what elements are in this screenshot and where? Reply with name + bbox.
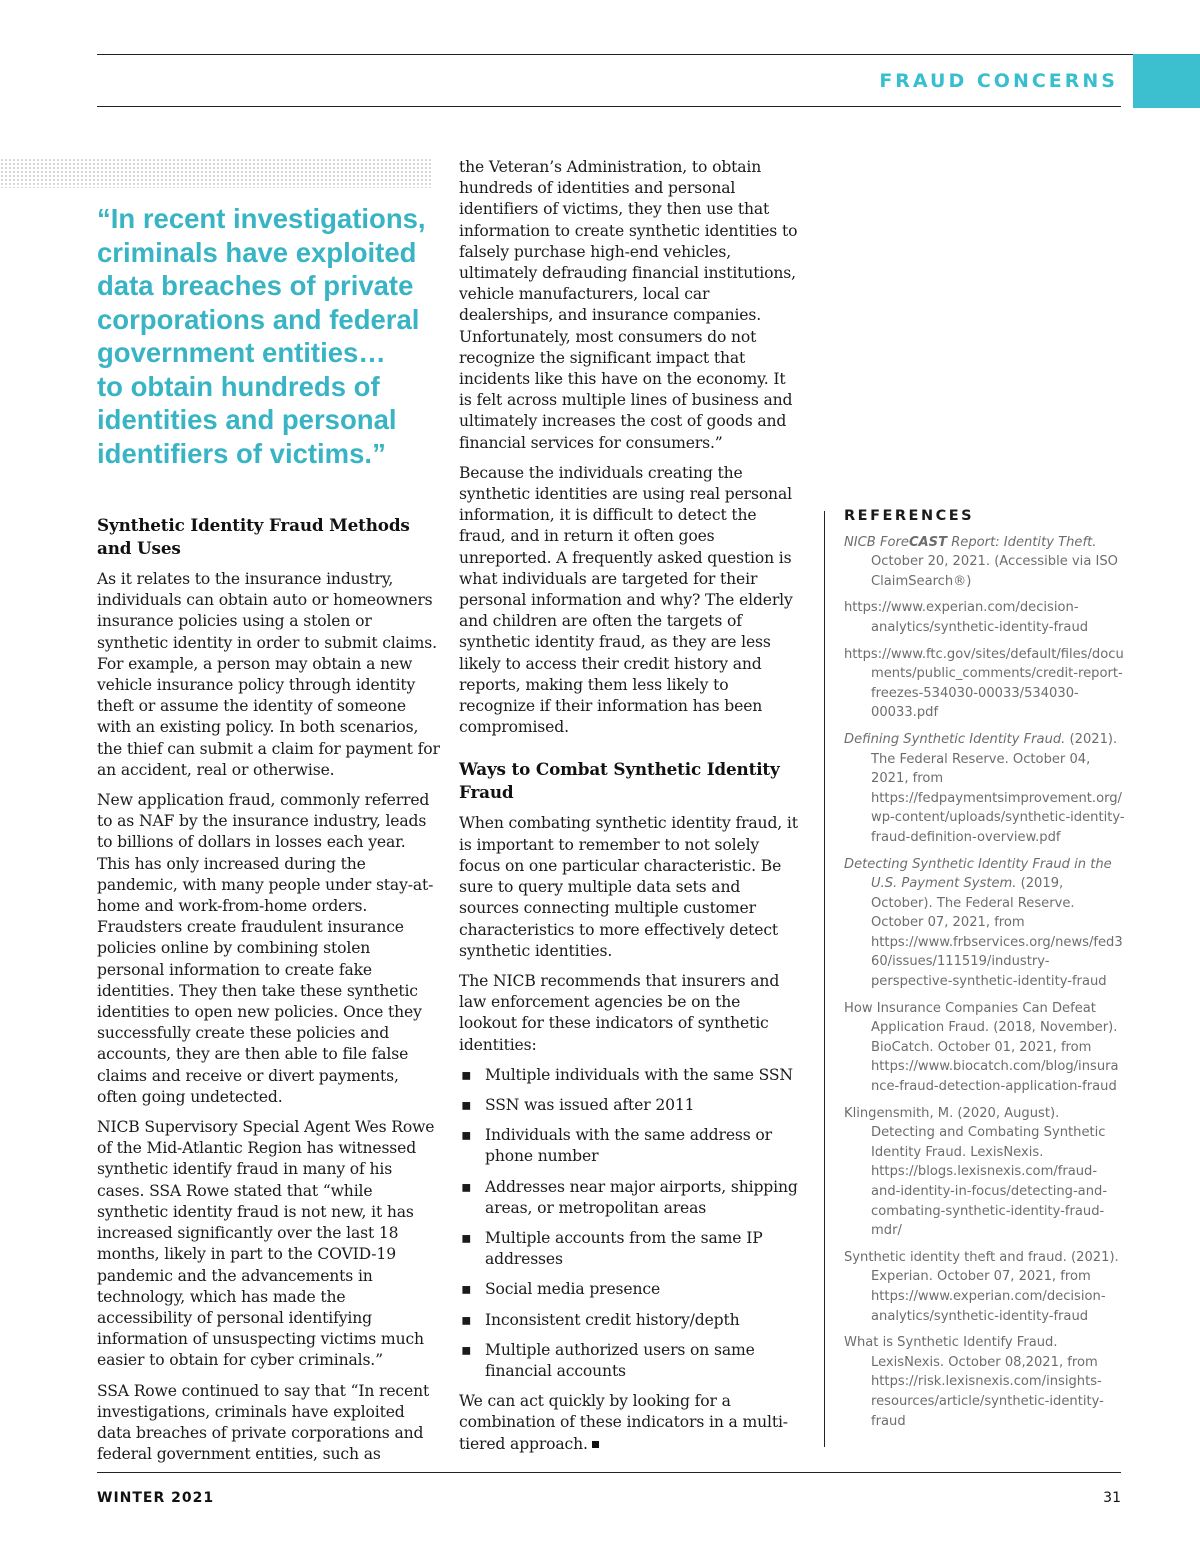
list-item: [459, 1279, 799, 1300]
reference-item: [844, 533, 1126, 592]
list-item-text: Inconsistent credit history/depth: [485, 1310, 740, 1329]
pull-quote-line: criminals have exploited: [97, 236, 417, 268]
header-bottom-rule: [97, 106, 1121, 107]
pull-quote-line: government entities…: [97, 337, 386, 368]
reference-detail: (2021). The Federal Reserve. October 04, 2021, from https://fedpaymentsimprovement.org/wp-content/uploads/synthetic-identity-fraud-definition-overview.pdf: [871, 731, 1125, 845]
reference-item: Klingensmith, M. (2020, August). Detecting and Combating Synthetic Identity Fraud. LexisNexis. https://blogs.lexisnexis.com/fraud-and-identity-in-focus/detecting-and-combating-synthetic-identity-fraud-mdr/: [844, 1105, 1108, 1239]
article-column-1: [97, 514, 442, 1474]
reference-detail: October 20, 2021. (Accessible via ISO ClaimSearch®): [871, 554, 1118, 589]
reference-item: Synthetic identity theft and fraud. (2021). Experian. October 07, 2021, from https://www.experian.com/decision-analytics/synthetic-identity-fraud: [844, 1249, 1119, 1324]
pull-quote-line: to obtain hundreds of: [97, 370, 380, 402]
reference-item: [844, 730, 1126, 848]
pull-quote: [97, 202, 427, 470]
body-paragraph: The NICB recommends that insurers and law enforcement agencies be on the lookout for these indicators of synthetic identities:: [459, 971, 780, 1054]
pull-quote-line: identifiers of victims.”: [97, 437, 386, 469]
article-column-2: [459, 157, 799, 1464]
bullet-icon: ▪: [461, 1177, 472, 1196]
list-item-text: Multiple authorized users on same financial accounts: [485, 1340, 755, 1380]
reference-title: Report: Identity Theft.: [947, 534, 1097, 550]
footer-rule: [97, 1472, 1121, 1473]
reference-item: [844, 855, 1126, 992]
reference-title-bold: CAST: [908, 534, 948, 550]
issue-label: WINTER 2021: [97, 1490, 215, 1506]
header-accent-block: [1133, 54, 1200, 108]
list-item: [459, 1228, 799, 1270]
references-divider: [824, 511, 825, 1447]
list-item-text: SSN was issued after 2011: [485, 1095, 695, 1114]
reference-detail: (2019, October). The Federal Reserve. October 07, 2021, from https://www.frbservices.org/news/fed360/issues/111519/industry-perspective-synthetic-identity-fraud: [871, 876, 1123, 990]
list-item-text: Multiple accounts from the same IP addresses: [485, 1228, 763, 1269]
list-item: [459, 1310, 799, 1331]
body-paragraph: SSA Rowe continued to say that “In recent investigations, criminals have exploited data breaches of private corporations and federal government entities, such as: [97, 1381, 430, 1464]
body-paragraph: As it relates to the insurance industry, individuals can obtain auto or homeowners insurance policies using a stolen or synthetic identity in order to submit claims. For example, a person may obtain a new vehicle insurance policy through identity theft or assume the identity of someone with an existing policy. In both scenarios, the thief can submit a claim for payment for an accident, real or otherwise.: [97, 570, 440, 779]
reference-title: Defining Synthetic Identity Fraud.: [844, 731, 1066, 747]
closing-text: We can act quickly by looking for a combination of these indicators in a multi-tiered approach.: [459, 1392, 788, 1453]
section-label: FRAUD CONCERNS: [879, 70, 1118, 92]
section-heading-combat: Ways to Combat Synthetic Identity Fraud: [459, 759, 780, 803]
body-paragraph: New application fraud, commonly referred to as NAF by the insurance industry, leads to billions of dollars in losses each year. This has only increased during the pandemic, with many people under stay-at-home and work-from-home orders. Fraudsters create fraudulent insurance policies online by combining stolen personal information to create fake identities. They then take these synthetic identities to open new policies. Once they successfully create these policies and accounts, they are then able to file false claims and receive or divert payments, often going undetected.: [97, 791, 434, 1106]
bullet-icon: ▪: [461, 1228, 472, 1247]
bullet-icon: ▪: [461, 1340, 472, 1359]
section-heading-methods: Synthetic Identity Fraud Methods and Uses: [97, 515, 410, 558]
header-top-rule: [97, 54, 1133, 55]
pull-quote-line: data breaches of private: [97, 270, 414, 301]
list-item: [459, 1065, 799, 1086]
bullet-icon: ▪: [461, 1126, 472, 1145]
list-item: [459, 1095, 799, 1116]
page-number: 31: [1103, 1490, 1121, 1506]
bullet-icon: ▪: [461, 1310, 472, 1329]
pull-quote-line: identities and personal: [97, 404, 397, 435]
bullet-icon: ▪: [461, 1095, 472, 1114]
body-paragraph: the Veteran’s Administration, to obtain hundreds of identities and personal identifiers of victims, they then use that information to create synthetic identities to falsely purchase high-end vehicles, ultimately defrauding financial institutions, vehicle manufacturers, local car dealerships, and insurance companies. Unfortunately, most consumers do not recognize the significant impact that incidents like this have on the economy. It is felt across multiple lines of business and ultimately increases the cost of goods and financial services for consumers.”: [459, 158, 798, 452]
references-block: [844, 507, 1126, 1438]
reference-item: https://www.experian.com/decision-analytics/synthetic-identity-fraud: [844, 600, 1089, 635]
list-item-text: Multiple individuals with the same SSN: [485, 1065, 793, 1084]
list-item-text: Addresses near major airports, shipping areas, or metropolitan areas: [485, 1177, 798, 1217]
body-paragraph: When combating synthetic identity fraud, it is important to remember to not solely focus on one particular characteristic. Be sure to query multiple data sets and sources connecting multiple customer characteristics to more effectively detect synthetic identities.: [459, 814, 798, 960]
closing-paragraph: [459, 1391, 799, 1455]
dot-pattern: [0, 158, 432, 188]
reference-item: What is Synthetic Identify Fraud. LexisNexis. October 08,2021, from https://risk.lexisnexis.com/insights-resources/article/synthetic-identity-fraud: [844, 1335, 1104, 1429]
list-item-text: Social media presence: [485, 1280, 661, 1299]
end-mark-icon: [592, 1441, 599, 1448]
reference-title: Detecting Synthetic Identity Fraud in the U.S. Payment System.: [844, 856, 1112, 892]
bullet-icon: ▪: [461, 1065, 472, 1084]
bullet-icon: ▪: [461, 1280, 472, 1299]
reference-title: NICB Fore: [844, 534, 909, 550]
pull-quote-line: corporations and federal: [97, 303, 420, 335]
indicator-list: [459, 1065, 799, 1382]
references-title: REFERENCES: [844, 508, 975, 524]
body-paragraph: Because the individuals creating the synthetic identities are using real personal information, it is difficult to detect the fraud, and in return it often goes unreported. A frequently asked question is what individuals are targeted for their personal information and why? The elderly and children are often the targets of synthetic identity fraud, as they are less likely to access their credit history and reports, making them less likely to recognize if their information has been compromised.: [459, 463, 793, 737]
list-item-text: Individuals with the same address or phone number: [485, 1126, 772, 1166]
list-item: [459, 1177, 799, 1219]
body-paragraph: NICB Supervisory Special Agent Wes Rowe of the Mid-Atlantic Region has witnessed synthetic identify fraud in many of his cases. SSA Rowe stated that “while synthetic identity fraud is not new, it has increased significantly over the last 18 months, likely in part to the COVID-19 pandemic and the advancements in technology, which has made the accessibility of personal identifying information of unsuspecting victims much easier to obtain for cyber criminals.”: [97, 1118, 435, 1370]
list-item: [459, 1125, 799, 1167]
list-item: [459, 1340, 799, 1382]
pull-quote-line: “In recent investigations,: [97, 203, 426, 234]
reference-item: https://www.ftc.gov/sites/default/files/documents/public_comments/credit-report-freezes-534030-00033/534030-00033.pdf: [844, 646, 1124, 721]
reference-item: How Insurance Companies Can Defeat Application Fraud. (2018, November). BioCatch. October 01, 2021, from https://www.biocatch.com/blog/insurance-fraud-detection-application-fraud: [844, 1000, 1119, 1095]
